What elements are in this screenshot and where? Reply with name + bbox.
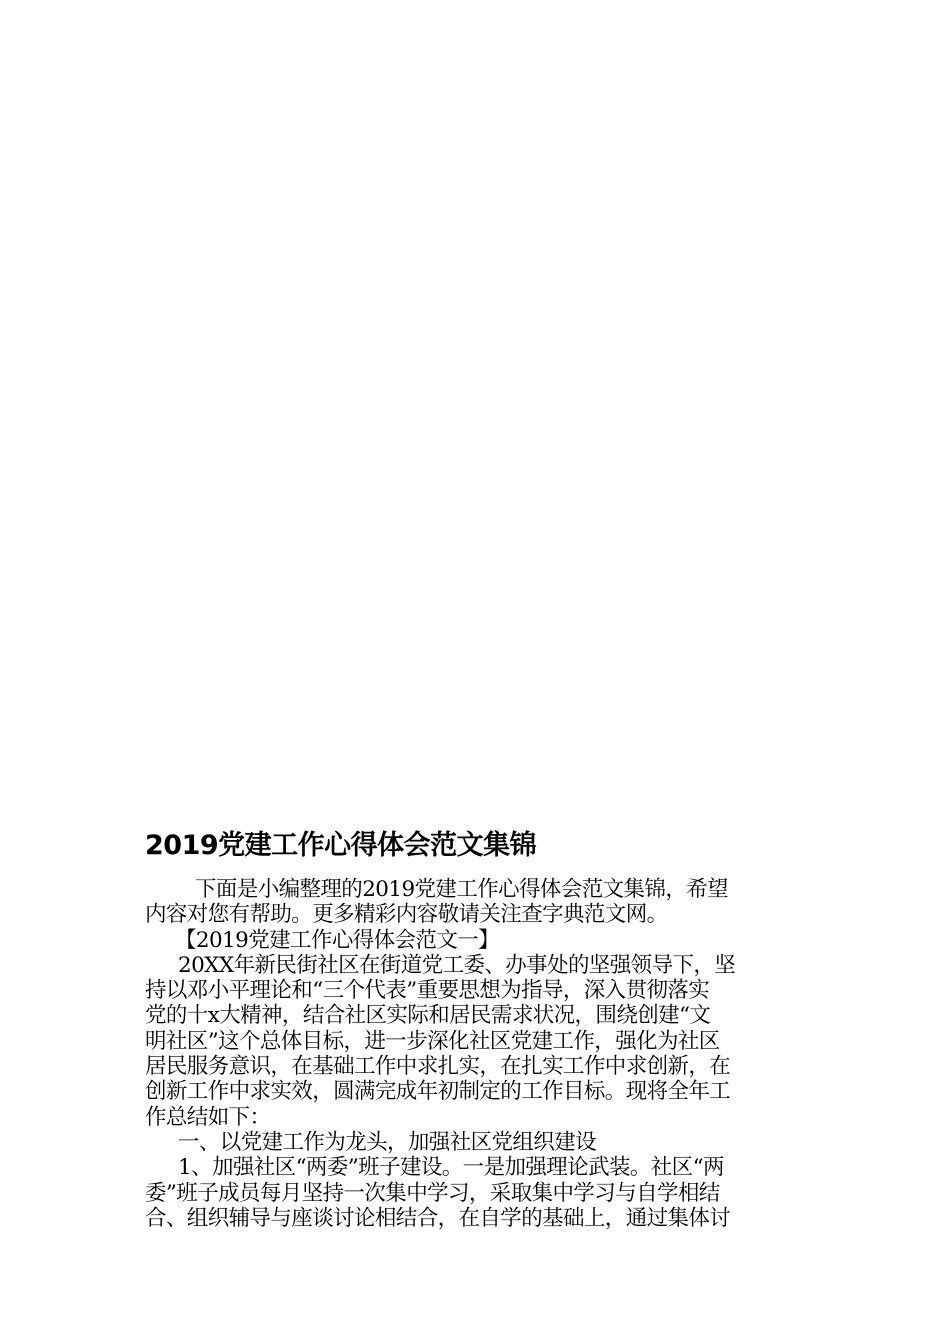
- paragraph-line: 1、加强社区“两委”班子建设。一是加强理论武装。社区“两: [178, 1155, 724, 1181]
- paragraph-line: 持以邓小平理论和“三个代表”重要思想为指导，深入贯彻落实: [145, 978, 710, 1004]
- paragraph-line: 20XX年新民街社区在街道党工委、办事处的坚强领导下，坚: [178, 952, 736, 978]
- paragraph-line: 居民服务意识，在基础工作中求扎实，在扎实工作中求创新，在: [145, 1054, 731, 1080]
- intro-line-2: 内容对您有帮助。更多精彩内容敬请关注查字典范文网。: [145, 902, 668, 928]
- document-content: [145, 829, 810, 1231]
- document-title: 2019党建工作心得体会范文集锦: [145, 830, 537, 861]
- document-body: [145, 877, 810, 1231]
- subsection-heading: 一、以党建工作为龙头，加强社区党组织建设: [178, 1129, 597, 1155]
- paragraph-line: 作总结如下：: [145, 1104, 271, 1130]
- paragraph-line: 委”班子成员每月坚持一次集中学习，采取集中学习与自学相结: [145, 1180, 720, 1206]
- paragraph-line: 明社区”这个总体目标，进一步深化社区党建工作，强化为社区: [145, 1028, 720, 1054]
- paragraph-line: 党的十x大精神，结合社区实际和居民需求状况，围绕创建“文: [145, 1003, 711, 1029]
- paragraph-line: 合、组织辅导与座谈讨论相结合，在自学的基础上，通过集体讨: [145, 1205, 731, 1231]
- paragraph-line: 创新工作中求实效，圆满完成年初制定的工作目标。现将全年工: [145, 1079, 731, 1105]
- section-heading: 【2019党建工作心得体会范文一】: [175, 927, 500, 953]
- intro-line-1: 下面是小编整理的2019党建工作心得体会范文集锦，希望: [195, 877, 729, 902]
